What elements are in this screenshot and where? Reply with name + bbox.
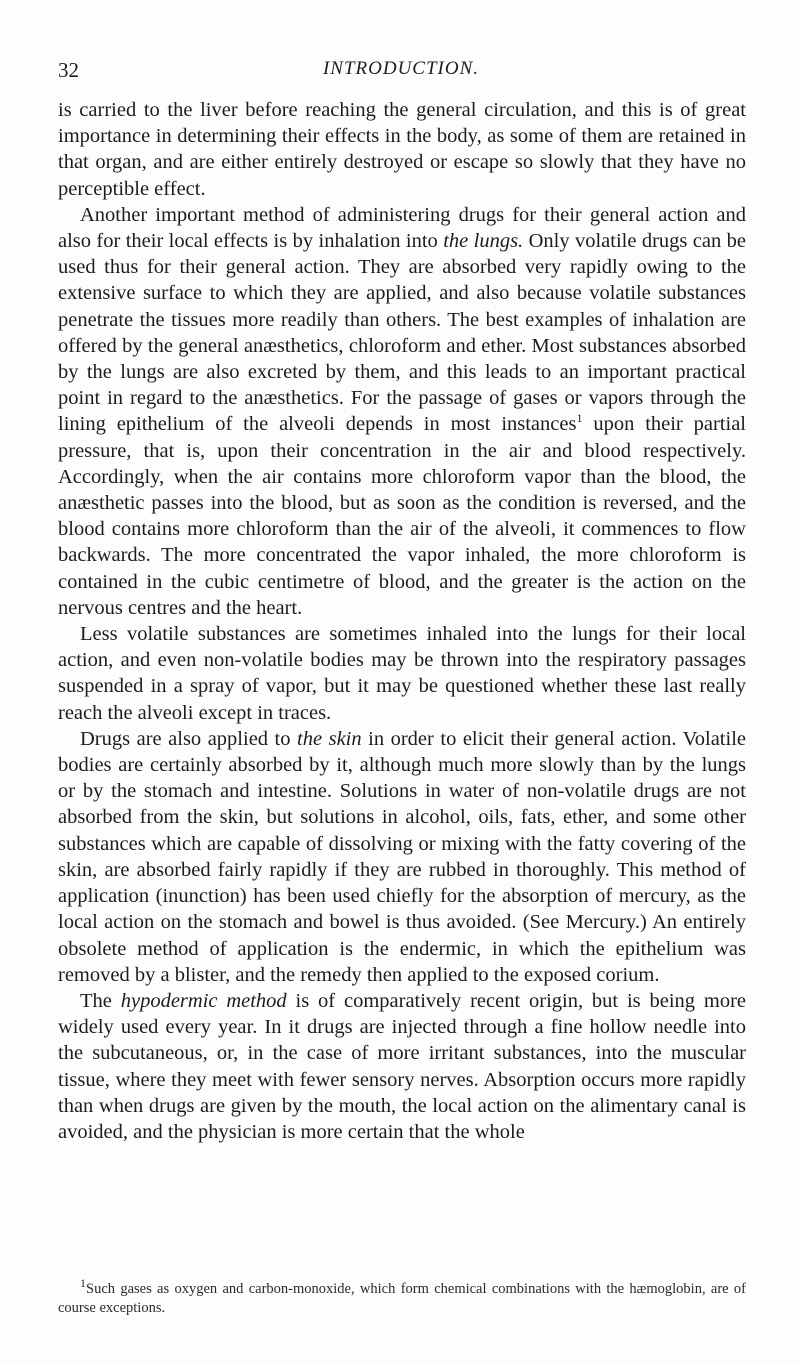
paragraph-5-text-b: is of comparatively recent origin, but is being more widely used every year. In it drugs are injected through a fine hollow needle into the subcutaneous, or, in the case of more irritant substances, into the muscular tissue, where they meet with fewer sensory nerves. Absorption occurs more rapidly than when drugs are given by the mouth, the local action on the alimentary canal is avoided, and the physician is more certain that the whole xyxy=(58,989,746,1143)
paragraph-1 xyxy=(58,97,746,202)
paragraph-4-emphasis: the skin xyxy=(297,727,362,750)
paragraph-5 xyxy=(58,988,746,1145)
paragraph-2 xyxy=(58,202,746,621)
paragraph-1-text: is carried to the liver before reaching the general circulation, and this is of great importance in determining their effects in the body, as some of them are retained in that organ, and are either entirely destroyed or escape so slowly that they have no perceptible effect. xyxy=(58,99,746,200)
page-header xyxy=(58,58,744,86)
footnote-text: Such gases as oxygen and carbon-monoxide, which form chemical combinations with the hæmoglobin, are of course exceptions. xyxy=(58,1281,746,1316)
footnote-reference: 1 xyxy=(576,411,583,426)
running-head: INTRODUCTION. xyxy=(322,58,480,79)
footnote xyxy=(58,1276,746,1318)
paragraph-4-text-a: Drugs are also applied to xyxy=(80,727,298,750)
paragraph-3 xyxy=(58,621,746,726)
paragraph-5-text-a: The xyxy=(80,989,121,1012)
paragraph-5-emphasis: hypodermic method xyxy=(120,989,287,1012)
paragraph-4 xyxy=(58,726,746,988)
paragraph-2-text-a: Another important method of administering drugs for their general action and also for their local effects is by inhalation into xyxy=(58,203,746,253)
page-number: 32 xyxy=(58,58,79,82)
footnote-marker: 1 xyxy=(80,1276,86,1291)
paragraph-4-text-b: in order to elicit their general action. Volatile bodies are certainly absorbed by it, although much more slowly than by the lungs or by the stomach and intestine. Solutions in water of non-volatile drugs are not absorbed from the skin, but solutions in alcohol, oils, fats, ether, and some other substances which are capable of dissolving or mixing with the fatty covering of the skin, are absorbed fairly rapidly if they are rubbed in thoroughly. This method of application (inunction) has been used chiefly for the absorption of mercury, as the local action on the stomach and bowel is thus avoided. (See Mercury.) An entirely obsolete method of application is the endermic, in which the epithelium was removed by a blister, and the remedy then applied to the exposed corium. xyxy=(58,727,746,986)
paragraph-3-text: Less volatile substances are sometimes inhaled into the lungs for their local action, and even non-volatile bodies may be thrown into the respiratory passages suspended in a spray of vapor, but it may be questioned whether these last really reach the alveoli except in traces. xyxy=(58,623,746,724)
body-text xyxy=(58,97,746,1145)
paragraph-2-text-b: Only volatile drugs can be used thus for their general action. They are absorbed very rapidly owing to the extensive surface to which they are applied, and also because volatile substances penetrate the tissues more readily than others. The best examples of inhalation are offered by the general anæsthetics, chloroform and ether. Most substances absorbed by the lungs are also excreted by them, and this leads to an important practical point in regard to the anæsthetics. For the passage of gases or vapors through the lining epithelium of the alveoli depends in most instances xyxy=(58,230,746,436)
paragraph-2-emphasis: the lungs. xyxy=(443,230,524,253)
paragraph-2-text-c: upon their partial pressure, that is, upon their concentration in the air and blood respectively. Accordingly, when the air contains more chloroform vapor than the blood, the anæsthetic passes into the blood, but as soon as the condition is reversed, and the blood contains more chloroform than the air of the alveoli, it commences to flow backwards. The more concentrated the vapor inhaled, the more chloroform is contained in the cubic centimetre of blood, and the greater is the action on the nervous centres and the heart. xyxy=(58,413,746,619)
